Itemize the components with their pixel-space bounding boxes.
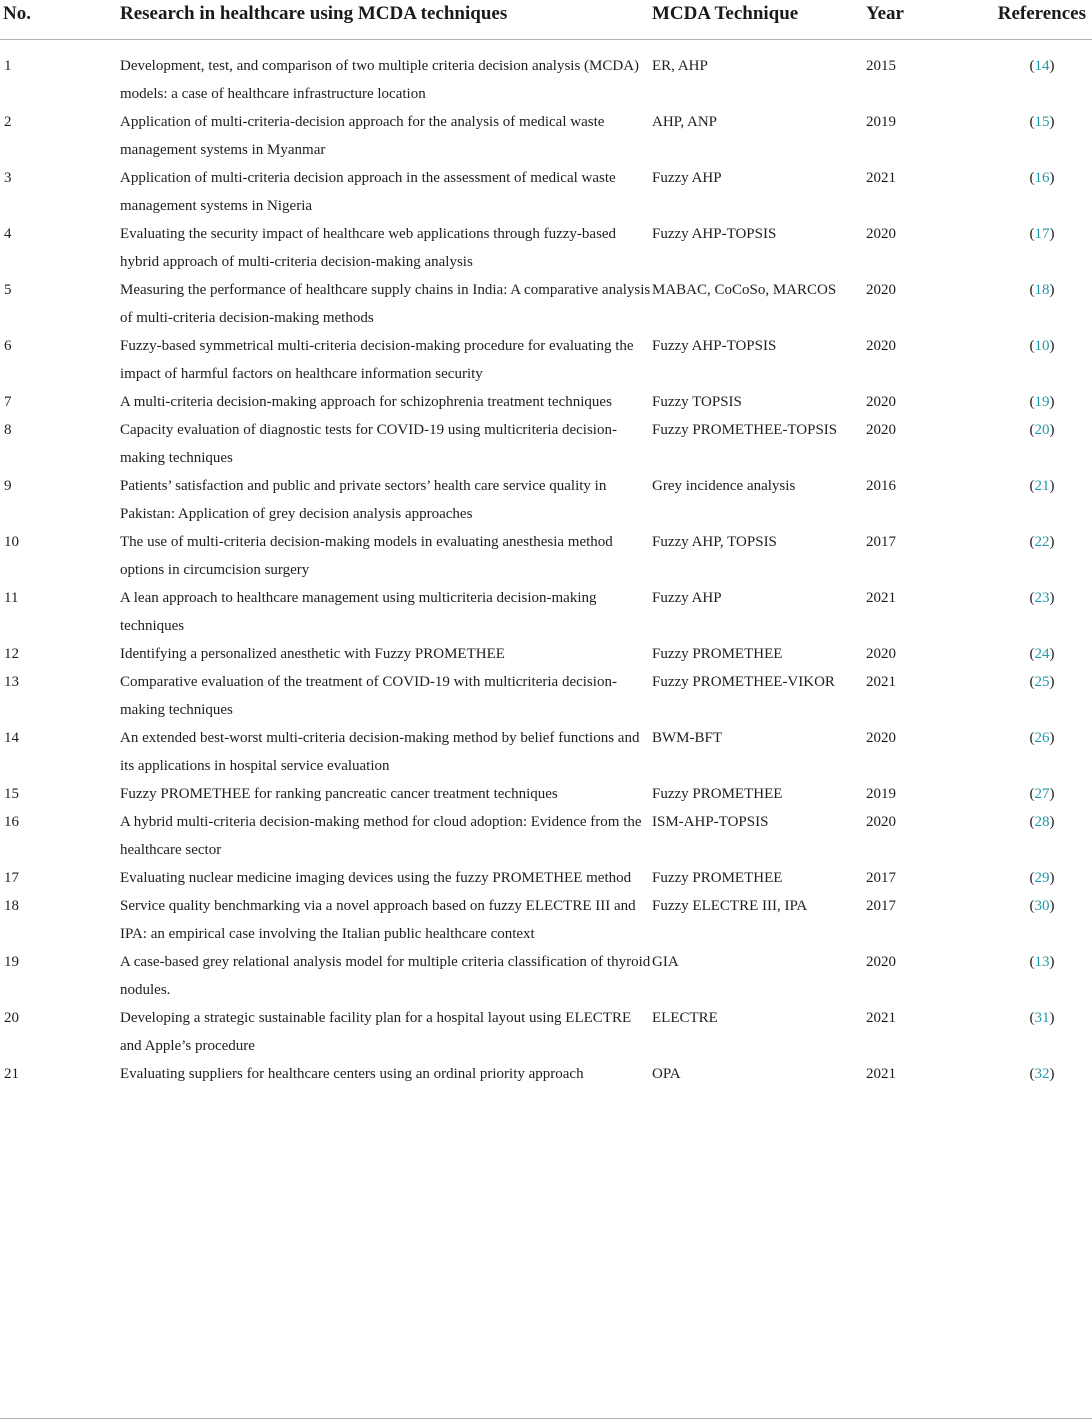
table-row [0, 528, 1092, 584]
row-number: 9 [4, 478, 12, 494]
row-number: 10 [4, 534, 19, 550]
reference-close-paren: ) [1049, 394, 1055, 410]
reference-open-paren: ( [1029, 394, 1035, 410]
row-technique: Fuzzy AHP, TOPSIS [652, 534, 777, 550]
reference-link[interactable]: 22 [1034, 534, 1050, 550]
reference-close-paren: ) [1049, 282, 1055, 298]
reference-open-paren: ( [1029, 870, 1035, 886]
reference-close-paren: ) [1049, 898, 1055, 914]
reference-open-paren: ( [1029, 534, 1035, 550]
row-reference [976, 808, 1092, 864]
table-row [0, 220, 1092, 276]
table-bottom-rule [0, 1418, 1092, 1419]
reference-link[interactable]: 19 [1034, 394, 1050, 410]
row-research-title: Fuzzy-based symmetrical multi-criteria decision-making procedure for evaluating the impact of harmful factors on healthcare information security [120, 338, 634, 382]
row-year: 2019 [866, 786, 896, 802]
reference-link[interactable]: 28 [1034, 814, 1050, 830]
table-row [0, 668, 1092, 724]
row-reference [976, 584, 1092, 640]
row-reference [976, 528, 1092, 584]
row-technique: Fuzzy ELECTRE III, IPA [652, 898, 808, 914]
reference-link[interactable]: 10 [1034, 338, 1050, 354]
row-reference [976, 276, 1092, 332]
table-row [0, 164, 1092, 220]
reference-open-paren: ( [1029, 646, 1035, 662]
row-reference [976, 948, 1092, 1004]
reference-close-paren: ) [1049, 1010, 1055, 1026]
row-year: 2021 [866, 674, 896, 690]
table-row [0, 724, 1092, 780]
reference-open-paren: ( [1029, 58, 1035, 74]
row-number: 19 [4, 954, 19, 970]
row-number: 13 [4, 674, 19, 690]
reference-link[interactable]: 27 [1034, 786, 1050, 802]
row-year: 2020 [866, 954, 896, 970]
header-technique: MCDA Technique [652, 0, 866, 40]
row-number: 1 [4, 58, 12, 74]
reference-close-paren: ) [1049, 338, 1055, 354]
row-number: 17 [4, 870, 19, 886]
row-reference [976, 668, 1092, 724]
row-year: 2020 [866, 646, 896, 662]
reference-open-paren: ( [1029, 338, 1035, 354]
row-technique: Fuzzy AHP [652, 590, 722, 606]
row-year: 2020 [866, 338, 896, 354]
table-row [0, 1004, 1092, 1060]
row-research-title: Development, test, and comparison of two multiple criteria decision analysis (MCDA) models: a case of healthcare infrastructure location [120, 58, 640, 102]
reference-link[interactable]: 26 [1034, 730, 1050, 746]
reference-open-paren: ( [1029, 478, 1035, 494]
row-research-title: Evaluating suppliers for healthcare centers using an ordinal priority approach [120, 1066, 584, 1082]
row-number: 15 [4, 786, 19, 802]
reference-link[interactable]: 25 [1034, 674, 1050, 690]
row-number: 5 [4, 282, 12, 298]
reference-link[interactable]: 32 [1034, 1066, 1050, 1082]
row-technique: AHP, ANP [652, 114, 718, 130]
table-body [0, 40, 1092, 1089]
reference-close-paren: ) [1049, 534, 1055, 550]
reference-open-paren: ( [1029, 1066, 1035, 1082]
reference-close-paren: ) [1049, 170, 1055, 186]
row-year: 2021 [866, 170, 896, 186]
table-row [0, 332, 1092, 388]
table-row [0, 1060, 1092, 1088]
table-row [0, 276, 1092, 332]
row-year: 2020 [866, 730, 896, 746]
reference-open-paren: ( [1029, 590, 1035, 606]
row-research-title: The use of multi-criteria decision-making models in evaluating anesthesia method options in circumcision surgery [120, 534, 613, 578]
reference-close-paren: ) [1049, 478, 1055, 494]
reference-close-paren: ) [1049, 226, 1055, 242]
reference-open-paren: ( [1029, 730, 1035, 746]
row-technique: Fuzzy PROMETHEE [652, 870, 783, 886]
row-number: 7 [4, 394, 12, 410]
row-technique: ER, AHP [652, 58, 708, 74]
table-row [0, 472, 1092, 528]
reference-close-paren: ) [1049, 786, 1055, 802]
row-research-title: A multi-criteria decision-making approach for schizophrenia treatment techniques [120, 394, 612, 410]
row-number: 2 [4, 114, 12, 130]
row-reference [976, 892, 1092, 948]
row-technique: Fuzzy PROMETHEE-TOPSIS [652, 422, 838, 438]
row-number: 8 [4, 422, 12, 438]
row-year: 2020 [866, 394, 896, 410]
reference-close-paren: ) [1049, 814, 1055, 830]
row-reference [976, 1004, 1092, 1060]
reference-open-paren: ( [1029, 422, 1035, 438]
row-reference [976, 472, 1092, 528]
row-technique: MABAC, CoCoSo, MARCOS [652, 282, 837, 298]
reference-link[interactable]: 30 [1034, 898, 1050, 914]
table-row [0, 388, 1092, 416]
row-technique: ELECTRE [652, 1010, 718, 1026]
reference-link[interactable]: 17 [1034, 226, 1050, 242]
row-research-title: Evaluating nuclear medicine imaging devices using the fuzzy PROMETHEE method [120, 870, 632, 886]
reference-close-paren: ) [1049, 674, 1055, 690]
row-research-title: Service quality benchmarking via a novel approach based on fuzzy ELECTRE III and IPA: an empirical case involving the Italian public healthcare context [120, 898, 636, 942]
row-research-title: A hybrid multi-criteria decision-making method for cloud adoption: Evidence from the healthcare sector [120, 814, 642, 858]
reference-link[interactable]: 31 [1034, 1010, 1050, 1026]
row-year: 2020 [866, 282, 896, 298]
reference-link[interactable]: 15 [1034, 114, 1050, 130]
reference-close-paren: ) [1049, 870, 1055, 886]
row-number: 18 [4, 898, 19, 914]
row-technique: BWM-BFT [652, 730, 723, 746]
row-year: 2017 [866, 898, 896, 914]
row-number: 14 [4, 730, 19, 746]
table-row [0, 780, 1092, 808]
row-reference [976, 164, 1092, 220]
reference-close-paren: ) [1049, 646, 1055, 662]
row-number: 11 [4, 590, 19, 606]
row-number: 12 [4, 646, 19, 662]
row-research-title: Identifying a personalized anesthetic with Fuzzy PROMETHEE [120, 646, 505, 662]
row-research-title: Developing a strategic sustainable facility plan for a hospital layout using ELECTRE and Apple’s procedure [120, 1010, 632, 1054]
row-year: 2016 [866, 478, 896, 494]
row-research-title: Patients’ satisfaction and public and private sectors’ health care service quality in Pakistan: Application of grey decision analysis approaches [120, 478, 607, 522]
row-reference [976, 416, 1092, 472]
table-row [0, 108, 1092, 164]
row-reference [976, 1060, 1092, 1088]
row-technique: OPA [652, 1066, 681, 1082]
row-reference [976, 640, 1092, 668]
reference-link[interactable]: 16 [1034, 170, 1050, 186]
row-year: 2015 [866, 58, 896, 74]
row-research-title: Application of multi-criteria-decision approach for the analysis of medical waste management systems in Myanmar [120, 114, 605, 158]
reference-close-paren: ) [1049, 730, 1055, 746]
reference-open-paren: ( [1029, 282, 1035, 298]
table-header [0, 0, 1092, 40]
reference-close-paren: ) [1049, 422, 1055, 438]
reference-open-paren: ( [1029, 814, 1035, 830]
row-technique: Fuzzy PROMETHEE-VIKOR [652, 674, 835, 690]
row-year: 2021 [866, 1066, 896, 1082]
row-research-title: Application of multi-criteria decision approach in the assessment of medical waste management systems in Nigeria [120, 170, 616, 214]
row-reference [976, 108, 1092, 164]
row-research-title: A lean approach to healthcare management using multicriteria decision-making techniques [120, 590, 597, 634]
reference-open-paren: ( [1029, 1010, 1035, 1026]
row-year: 2021 [866, 590, 896, 606]
row-technique: Fuzzy TOPSIS [652, 394, 742, 410]
header-no: No. [0, 0, 120, 40]
row-technique: Fuzzy AHP-TOPSIS [652, 338, 777, 354]
reference-open-paren: ( [1029, 226, 1035, 242]
row-research-title: Fuzzy PROMETHEE for ranking pancreatic cancer treatment techniques [120, 786, 558, 802]
table-row [0, 808, 1092, 864]
row-technique: Grey incidence analysis [652, 478, 796, 494]
reference-link[interactable]: 21 [1034, 478, 1050, 494]
reference-open-paren: ( [1029, 898, 1035, 914]
header-research: Research in healthcare using MCDA techniques [120, 0, 652, 40]
row-reference [976, 780, 1092, 808]
row-reference [976, 220, 1092, 276]
reference-open-paren: ( [1029, 674, 1035, 690]
table-row [0, 416, 1092, 472]
row-year: 2017 [866, 870, 896, 886]
reference-open-paren: ( [1029, 114, 1035, 130]
reference-link[interactable]: 29 [1034, 870, 1050, 886]
reference-link[interactable]: 13 [1034, 954, 1050, 970]
row-research-title: Measuring the performance of healthcare supply chains in India: A comparative analysis of multi-criteria decision-making methods [120, 282, 651, 326]
row-research-title: A case-based grey relational analysis model for multiple criteria classification of thyroid nodules. [120, 954, 651, 998]
table-row [0, 864, 1092, 892]
table-row [0, 40, 1092, 109]
row-year: 2020 [866, 226, 896, 242]
row-research-title: Evaluating the security impact of healthcare web applications through fuzzy-based hybrid approach of multi-criteria decision-making analysis [120, 226, 617, 270]
reference-close-paren: ) [1049, 590, 1055, 606]
row-reference [976, 40, 1092, 109]
row-reference [976, 864, 1092, 892]
row-technique: GIA [652, 954, 679, 970]
row-research-title: An extended best-worst multi-criteria decision-making method by belief functions and its applications in hospital service evaluation [120, 730, 640, 774]
row-technique: Fuzzy PROMETHEE [652, 786, 783, 802]
header-references: References [976, 0, 1092, 40]
row-research-title: Comparative evaluation of the treatment of COVID-19 with multicriteria decision-making techniques [120, 674, 617, 718]
row-reference [976, 388, 1092, 416]
row-number: 20 [4, 1010, 19, 1026]
table-row [0, 892, 1092, 948]
row-technique: Fuzzy PROMETHEE [652, 646, 783, 662]
reference-close-paren: ) [1049, 1066, 1055, 1082]
reference-open-paren: ( [1029, 954, 1035, 970]
row-research-title: Capacity evaluation of diagnostic tests for COVID-19 using multicriteria decision-making techniques [120, 422, 617, 466]
row-year: 2017 [866, 534, 896, 550]
table-row [0, 948, 1092, 1004]
row-year: 2019 [866, 114, 896, 130]
reference-close-paren: ) [1049, 954, 1055, 970]
table-row [0, 640, 1092, 668]
row-technique: Fuzzy AHP [652, 170, 722, 186]
row-number: 21 [4, 1066, 19, 1082]
table-row [0, 584, 1092, 640]
reference-open-paren: ( [1029, 786, 1035, 802]
header-year: Year [866, 0, 976, 40]
reference-link[interactable]: 24 [1034, 646, 1050, 662]
reference-open-paren: ( [1029, 170, 1035, 186]
row-technique: ISM-AHP-TOPSIS [652, 814, 769, 830]
row-year: 2020 [866, 422, 896, 438]
header-row [0, 0, 1092, 40]
row-technique: Fuzzy AHP-TOPSIS [652, 226, 777, 242]
row-year: 2021 [866, 1010, 896, 1026]
row-number: 16 [4, 814, 19, 830]
reference-link[interactable]: 20 [1034, 422, 1050, 438]
reference-link[interactable]: 23 [1034, 590, 1050, 606]
row-year: 2020 [866, 814, 896, 830]
row-number: 6 [4, 338, 12, 354]
row-reference [976, 332, 1092, 388]
reference-close-paren: ) [1049, 114, 1055, 130]
reference-close-paren: ) [1049, 58, 1055, 74]
row-reference [976, 724, 1092, 780]
row-number: 4 [4, 226, 12, 242]
reference-link[interactable]: 18 [1034, 282, 1050, 298]
reference-link[interactable]: 14 [1034, 58, 1050, 74]
row-number: 3 [4, 170, 12, 186]
